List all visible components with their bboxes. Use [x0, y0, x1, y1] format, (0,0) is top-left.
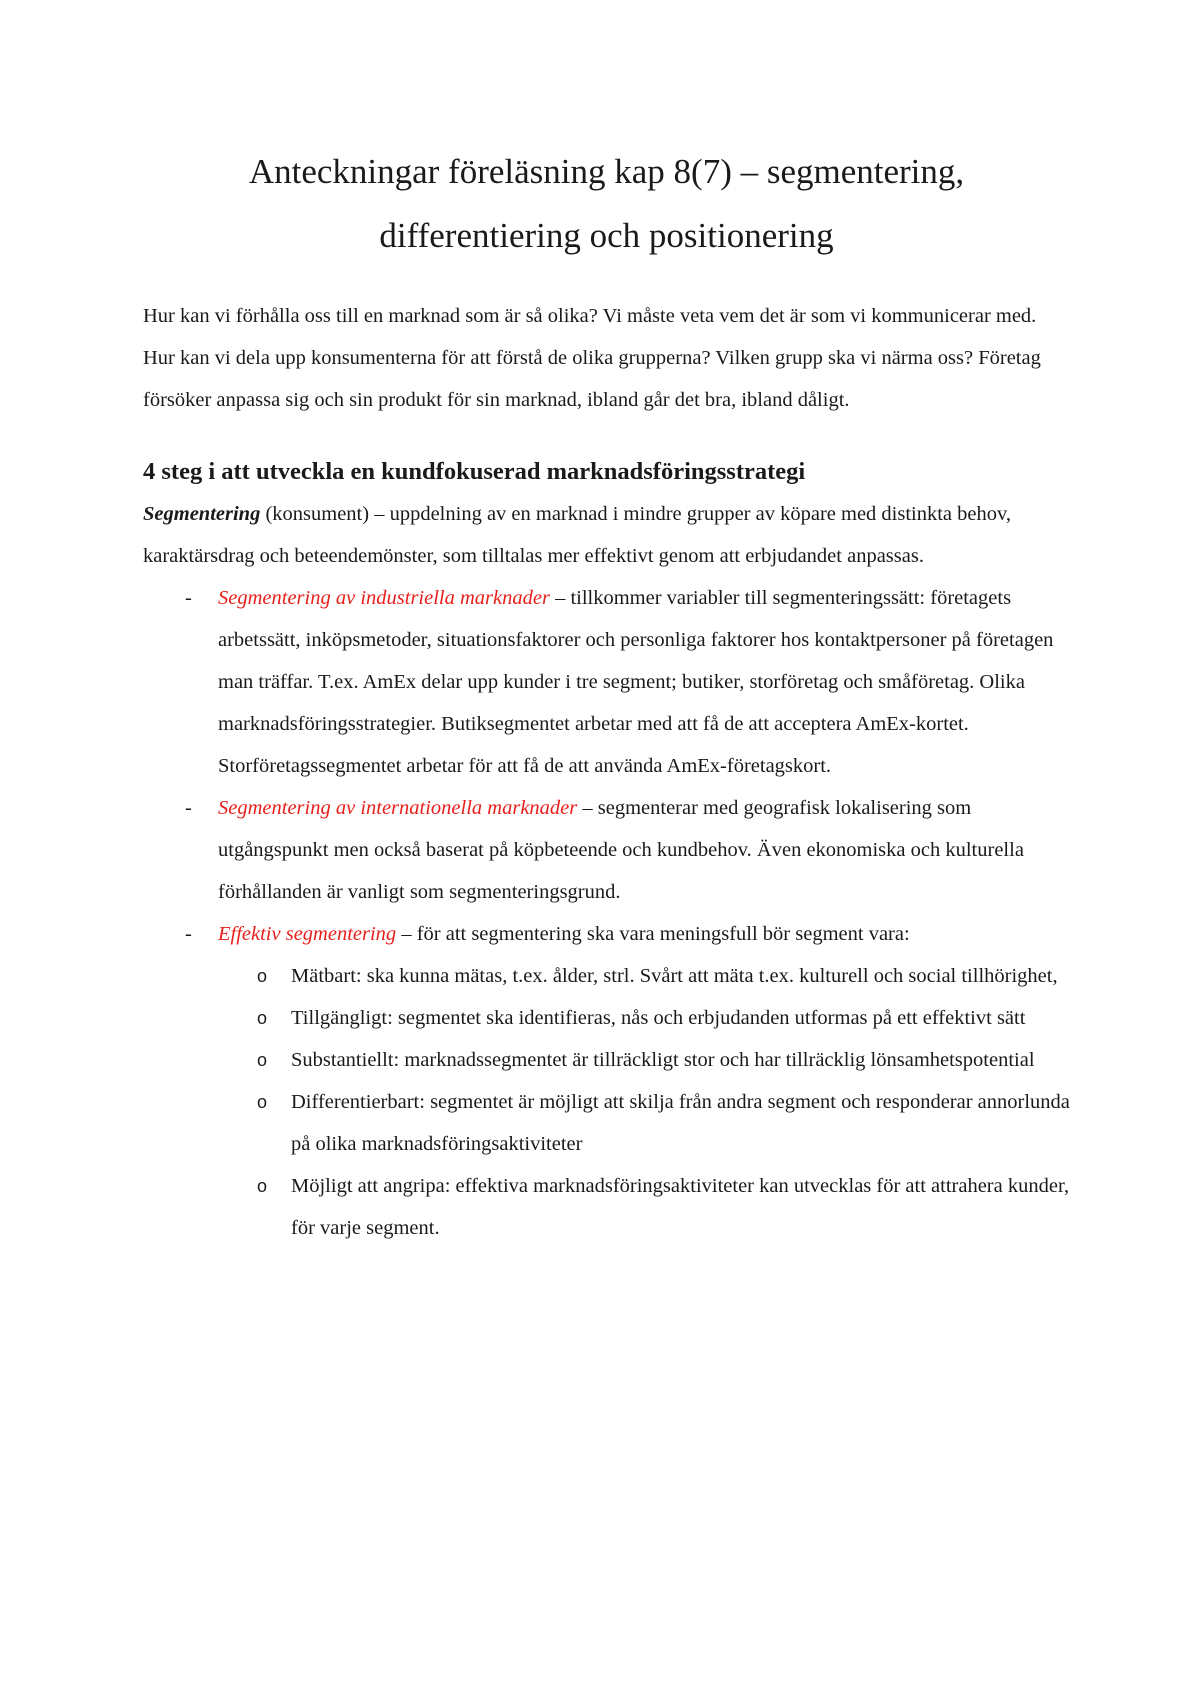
circle-marker: o	[257, 1050, 268, 1070]
dash-marker: -	[185, 923, 192, 945]
dash-marker: -	[185, 797, 192, 819]
bullet-term: Segmentering av industriella marknader	[218, 587, 550, 609]
title-line-1: Anteckningar föreläsning kap 8(7) – segmentering,	[248, 152, 965, 191]
bullet-term: Segmentering av internationella marknader	[218, 797, 578, 819]
circle-marker: o	[257, 1092, 268, 1112]
list-item	[143, 787, 1070, 913]
bullet-term: Effektiv segmentering	[218, 923, 397, 945]
page-title	[143, 140, 1070, 268]
circle-marker: o	[257, 1008, 268, 1028]
segmentering-definition: (konsument) – uppdelning av en marknad i mindre grupper av köpare med distinkta behov, karaktärsdrag och beteendemönster, som tilltalas mer effektivt genom att erbjudandet anpassas.	[143, 503, 1012, 567]
circle-marker: o	[257, 1176, 268, 1196]
title-line-2: differentiering och positionering	[379, 216, 834, 255]
bullet-text: – segmenterar med geografisk lokalisering som utgångspunkt men också baserat på köpbeteende och kundbehov. Även ekonomiska och kulturella förhållanden är vanligt som segmenteringsgrund.	[218, 797, 1024, 903]
bullet-text: – för att segmentering ska vara meningsfull bör segment vara:	[396, 923, 910, 945]
segmentering-paragraph	[143, 493, 1070, 577]
sub-list-item	[218, 1165, 1070, 1249]
dash-list	[143, 577, 1070, 1249]
circle-marker: o	[257, 966, 268, 986]
sub-bullet-text: Mätbart: ska kunna mätas, t.ex. ålder, strl. Svårt att mäta t.ex. kulturell och social tillhörighet,	[291, 965, 1058, 987]
sub-list	[218, 955, 1070, 1249]
intro-paragraph: Hur kan vi förhålla oss till en marknad som är så olika? Vi måste veta vem det är som vi kommunicerar med. Hur kan vi dela upp konsumenterna för att förstå de olika grupperna? Vilken grupp ska vi närma oss? Företag försöker anpassa sig och sin produkt för sin marknad, ibland går det bra, ibland dåligt.	[143, 305, 1041, 411]
sub-list-item	[218, 1081, 1070, 1165]
sub-bullet-text: Differentierbart: segmentet är möjligt att skilja från andra segment och responderar annorlunda på olika marknadsföringsaktiviteter	[291, 1091, 1070, 1155]
section-heading: 4 steg i att utveckla en kundfokuserad marknadsföringsstrategi	[143, 458, 806, 485]
sub-list-item	[218, 1039, 1070, 1081]
list-item	[143, 577, 1070, 787]
sub-bullet-text: Möjligt att angripa: effektiva marknadsföringsaktiviteter kan utvecklas för att attrahera kunder, för varje segment.	[291, 1175, 1070, 1239]
segmentering-term: Segmentering	[143, 503, 261, 525]
sub-bullet-text: Substantiellt: marknadssegmentet är tillräckligt stor och har tillräcklig lönsamhetspotential	[291, 1049, 1035, 1071]
list-item	[143, 913, 1070, 1249]
sub-list-item	[218, 955, 1070, 997]
bullet-text: – tillkommer variabler till segmenteringssätt: företagets arbetssätt, inköpsmetoder, situationsfaktorer och personliga faktorer hos kontaktpersoner på företagen man träffar. T.ex. AmEx delar upp kunder i tre segment; butiker, storföretag och småföretag. Olika marknadsföringsstrategier. Butiksegmentet arbetar med att få de att acceptera AmEx-kortet. Storföretagssegmentet arbetar för att få de att använda AmEx-företagskort.	[218, 587, 1054, 777]
sub-bullet-text: Tillgängligt: segmentet ska identifieras, nås och erbjudanden utformas på ett effektivt sätt	[291, 1007, 1026, 1029]
sub-list-item	[218, 997, 1070, 1039]
dash-marker: -	[185, 587, 192, 609]
